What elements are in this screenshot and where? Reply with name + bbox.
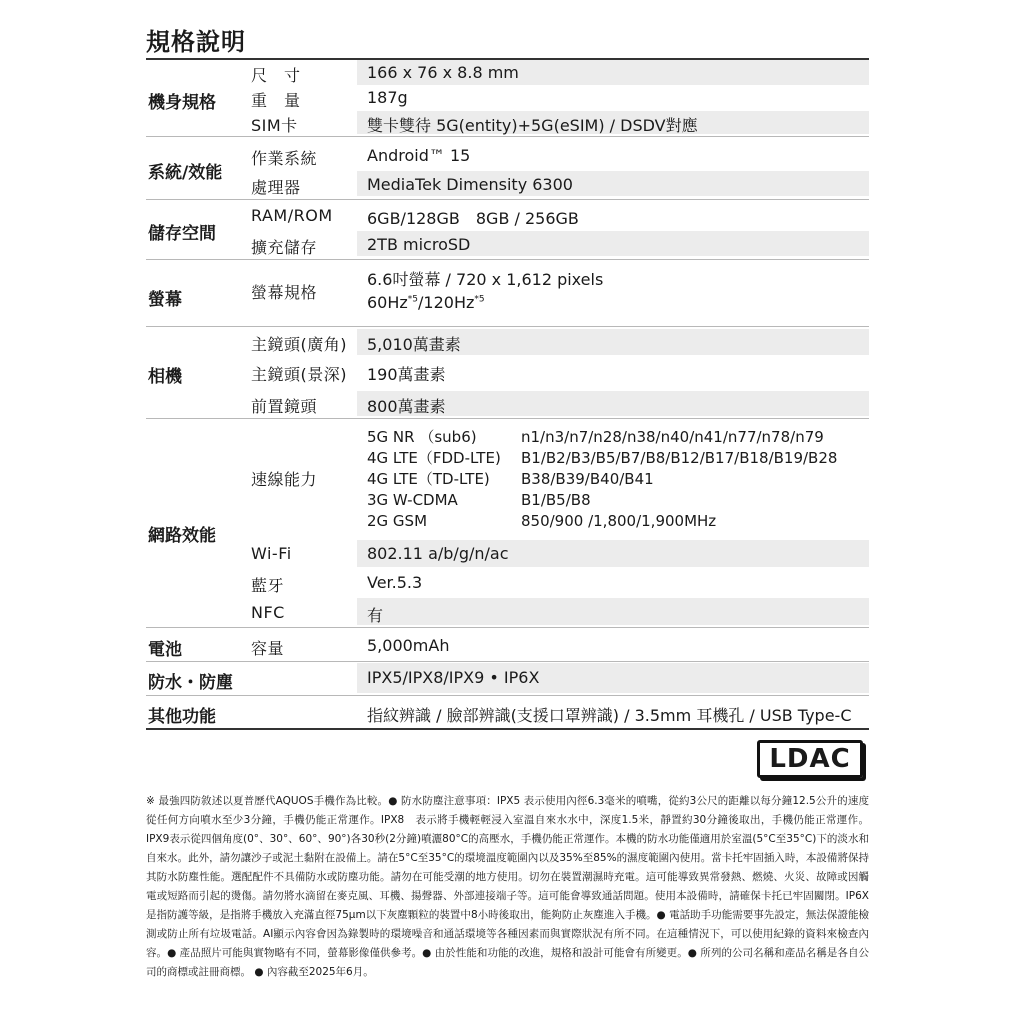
value-main-depth: 190萬畫素	[367, 365, 446, 384]
row-shade	[357, 598, 869, 625]
value-sim: 雙卡雙待 5G(entity)+5G(eSIM) / DSDV對應	[367, 116, 698, 135]
section-divider	[146, 136, 869, 137]
label-cpu: 處理器	[251, 178, 301, 197]
label-main-depth: 主鏡頭(景深)	[251, 365, 347, 384]
label-battery: 容量	[251, 639, 285, 658]
section-divider	[146, 661, 869, 662]
section-divider	[146, 418, 869, 419]
label-nfc: NFC	[251, 603, 285, 622]
value-waterproof: IPX5/IPX8/IPX9 • IP6X	[367, 668, 540, 687]
category-other: 其他功能	[148, 707, 216, 727]
value-screen-size: 6.6吋螢幕 / 720 x 1,612 pixels	[367, 270, 604, 289]
footnote-mark: *5	[474, 294, 485, 305]
band-name: 2G GSM	[367, 512, 428, 530]
value-front: 800萬畫素	[367, 397, 446, 416]
footnotes: ※ 最強四防敘述以夏普歷代AQUOS手機作為比較。● 防水防塵注意事項：IPX5 表示使用內徑6.3毫米的噴嘴，從約3公尺的距離以每分鐘12.5公升的速度從任何方向噴水至少3分鐘，手機仍能正常運作。IPX8 表示將手機輕輕浸入室溫自來水水中，深度1.5米，靜置約30分鐘後取出，手機仍能正常運作。IPX9表示從四個角度(0°、30°、60°、90°)各30秒(2分鐘)噴灑80°C的高壓水，手機仍能正常運作。本機的防水功能僅適用於室溫(5°C至35°C)下的淡水和自來水。此外，請勿讓沙子或泥土黏附在設備上。請在5°C至35°C的環境溫度範圍內以及35%至85%的濕度範圍內使用。當卡托牢固插入時，本設備將保持其防水防塵性能。選配配件不具備防水或防塵功能。請勿在可能受潮的地方使用。切勿在裝置潮濕時充電。這可能導致異常發熱、燃燒、火災、故障或因觸電或短路而引起的燙傷。請勿將水滴留在麥克風、耳機、揚聲器、外部連接端子等。這可能會導致通話問題。使用本設備時，請確保卡托已牢固關閉。IP6X 是指防護等級，是指將手機放入充滿直徑75μm以下灰塵顆粒的裝置中8小時後取出，能夠防止灰塵進入手機。● 電話助手功能需要事先設定，無法保證能檢測或防止所有垃圾電話。AI顯示內容會因為錄製時的環境噪音和通話環境等各種因素而與實際狀況有所不同。在這種情況下，可以使用紀錄的資料來檢查內容。● 產品照片可能與實物略有不同，螢幕影像僅供參考。● 由於性能和功能的改進，規格和設計可能會有所變更。● 所列的公司名稱和產品名稱是各自公司的商標或註冊商標。 ● 內容截至2025年6月。	[146, 795, 880, 978]
value-ram: 6GB/128GB 8GB / 256GB	[367, 209, 579, 228]
band-value: 850/900 /1,800/1,900MHz	[521, 512, 717, 530]
refresh-rate-120: 120Hz	[423, 293, 475, 312]
label-speed: 速線能力	[251, 470, 318, 489]
value-cpu: MediaTek Dimensity 6300	[367, 175, 573, 194]
value-main-wide: 5,010萬畫素	[367, 335, 461, 354]
band-name: 4G LTE（FDD-LTE)	[367, 449, 501, 467]
section-divider	[146, 199, 869, 200]
label-expand: 擴充儲存	[251, 238, 318, 257]
label-front: 前置鏡頭	[251, 397, 318, 416]
section-divider	[146, 695, 869, 696]
band-value: B1/B2/B3/B5/B7/B8/B12/B17/B18/B19/B28	[521, 449, 838, 467]
value-weight: 187g	[367, 88, 408, 107]
value-wifi: 802.11 a/b/g/n/ac	[367, 544, 509, 563]
band-row	[367, 449, 837, 467]
refresh-rate-separator: /	[418, 293, 424, 312]
ldac-logo: LDAC	[757, 740, 863, 778]
band-row	[367, 512, 716, 530]
value-refresh-rate	[367, 293, 485, 312]
label-wifi: Wi-Fi	[251, 544, 292, 563]
section-divider	[146, 259, 869, 260]
band-row	[367, 491, 591, 509]
value-dimensions: 166 x 76 x 8.8 mm	[367, 63, 519, 82]
category-storage: 儲存空間	[148, 224, 216, 244]
category-system: 系統/效能	[148, 163, 223, 183]
label-main-wide: 主鏡頭(廣角)	[251, 335, 347, 354]
label-sim: SIM卡	[251, 116, 298, 135]
section-divider	[146, 627, 869, 628]
band-name: 4G LTE（TD-LTE)	[367, 470, 490, 488]
category-waterproof: 防水・防塵	[148, 673, 233, 693]
page-title: 規格說明	[146, 28, 246, 56]
band-row	[367, 470, 654, 488]
section-divider	[146, 326, 869, 327]
table-bottom-divider	[146, 728, 869, 730]
label-screen: 螢幕規格	[251, 283, 318, 302]
label-os: 作業系統	[251, 149, 318, 168]
value-battery: 5,000mAh	[367, 636, 450, 655]
category-screen: 螢幕	[148, 290, 182, 310]
band-row	[367, 428, 824, 446]
band-value: B38/B39/B40/B41	[521, 470, 654, 488]
value-expand: 2TB microSD	[367, 235, 471, 254]
category-camera: 相機	[148, 367, 182, 387]
band-name: 3G W-CDMA	[367, 491, 458, 509]
band-value: n1/n3/n7/n28/n38/n40/n41/n77/n78/n79	[521, 428, 824, 446]
band-value: B1/B5/B8	[521, 491, 591, 509]
band-name: 5G NR （sub6)	[367, 428, 477, 446]
value-bluetooth: Ver.5.3	[367, 573, 423, 592]
value-os: Android™ 15	[367, 146, 471, 165]
category-network: 網路效能	[148, 526, 216, 546]
value-other: 指紋辨識 / 臉部辨識(支援口罩辨識) / 3.5mm 耳機孔 / USB Type-C	[367, 706, 852, 725]
label-bluetooth: 藍牙	[251, 576, 285, 595]
value-nfc: 有	[367, 606, 384, 625]
category-body: 機身規格	[148, 93, 216, 113]
category-battery: 電池	[148, 640, 182, 660]
label-ram: RAM/ROM	[251, 206, 333, 225]
label-weight: 重 量	[251, 91, 301, 110]
footnote-mark: *5	[407, 294, 419, 305]
refresh-rate-60: 60Hz	[367, 293, 408, 312]
label-dimensions: 尺 寸	[251, 66, 301, 85]
